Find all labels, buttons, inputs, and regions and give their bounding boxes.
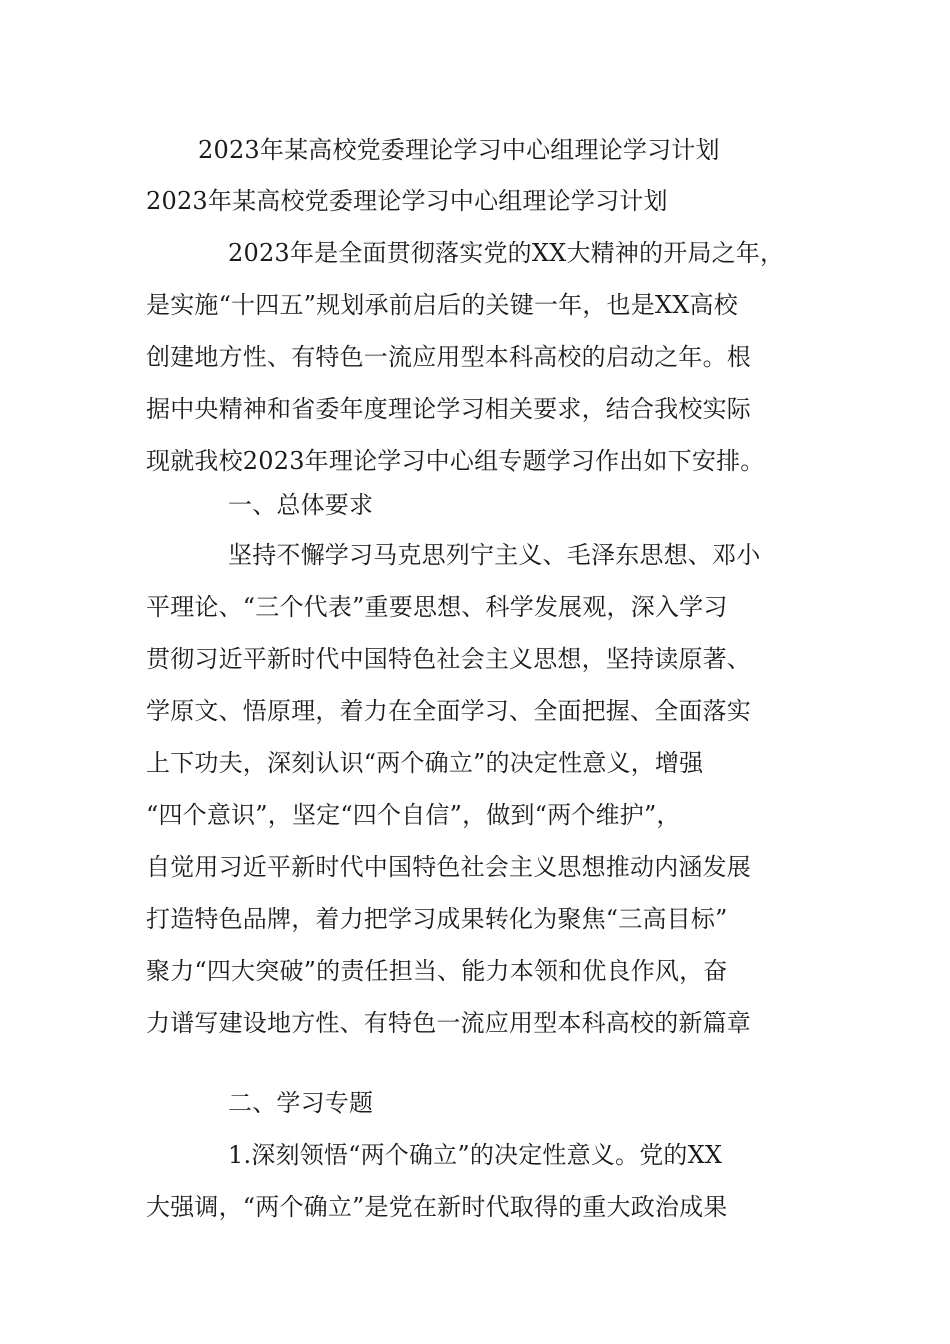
section1-line: 学原文、悟原理，着力在全面学习、全面把握、全面落实 xyxy=(146,697,751,725)
section1-line: 聚力“四大突破”的责任担当、能力本领和优良作风，奋 xyxy=(146,957,728,985)
document-title: 2023年某高校党委理论学习中心组理论学习计划 xyxy=(198,136,720,164)
intro-line: 据中央精神和省委年度理论学习相关要求，结合我校实际 xyxy=(146,395,751,423)
intro-line: 创建地方性、有特色一流应用型本科高校的启动之年。根 xyxy=(146,343,751,371)
section1-line: 上下功夫，深刻认识“两个确立”的决定性意义，增强 xyxy=(146,749,704,777)
section1-line: 自觉用习近平新时代中国特色社会主义思想推动内涵发展 xyxy=(146,853,751,881)
section1-line: 力谱写建设地方性、有特色一流应用型本科高校的新篇章 xyxy=(146,1009,751,1037)
intro-line: 现就我校2023年理论学习中心组专题学习作出如下安排。 xyxy=(146,447,765,475)
intro-line: 是实施“十四五”规划承前启后的关键一年，也是XX高校 xyxy=(146,291,738,319)
section1-line: 贯彻习近平新时代中国特色社会主义思想，坚持读原著、 xyxy=(146,645,751,673)
section1-line: “四个意识”，坚定“四个自信”，做到“两个维护”， xyxy=(146,801,681,829)
section2-line: 1.深刻领悟“两个确立”的决定性意义。党的XX xyxy=(228,1141,723,1169)
section1-line: 坚持不懈学习马克思列宁主义、毛泽东思想、邓小 xyxy=(228,541,761,569)
section1-line: 平理论、“三个代表”重要思想、科学发展观，深入学习 xyxy=(146,593,728,621)
document-subtitle: 2023年某高校党委理论学习中心组理论学习计划 xyxy=(146,187,668,215)
section-heading-requirements: 一、总体要求 xyxy=(228,491,374,519)
section-heading-topics: 二、学习专题 xyxy=(228,1089,374,1117)
section2-line: 大强调，“两个确立”是党在新时代取得的重大政治成果 xyxy=(146,1193,728,1221)
section1-line: 打造特色品牌，着力把学习成果转化为聚焦“三高目标” xyxy=(146,905,728,933)
intro-line: 2023年是全面贯彻落实党的XX大精神的开局之年， xyxy=(228,239,785,267)
